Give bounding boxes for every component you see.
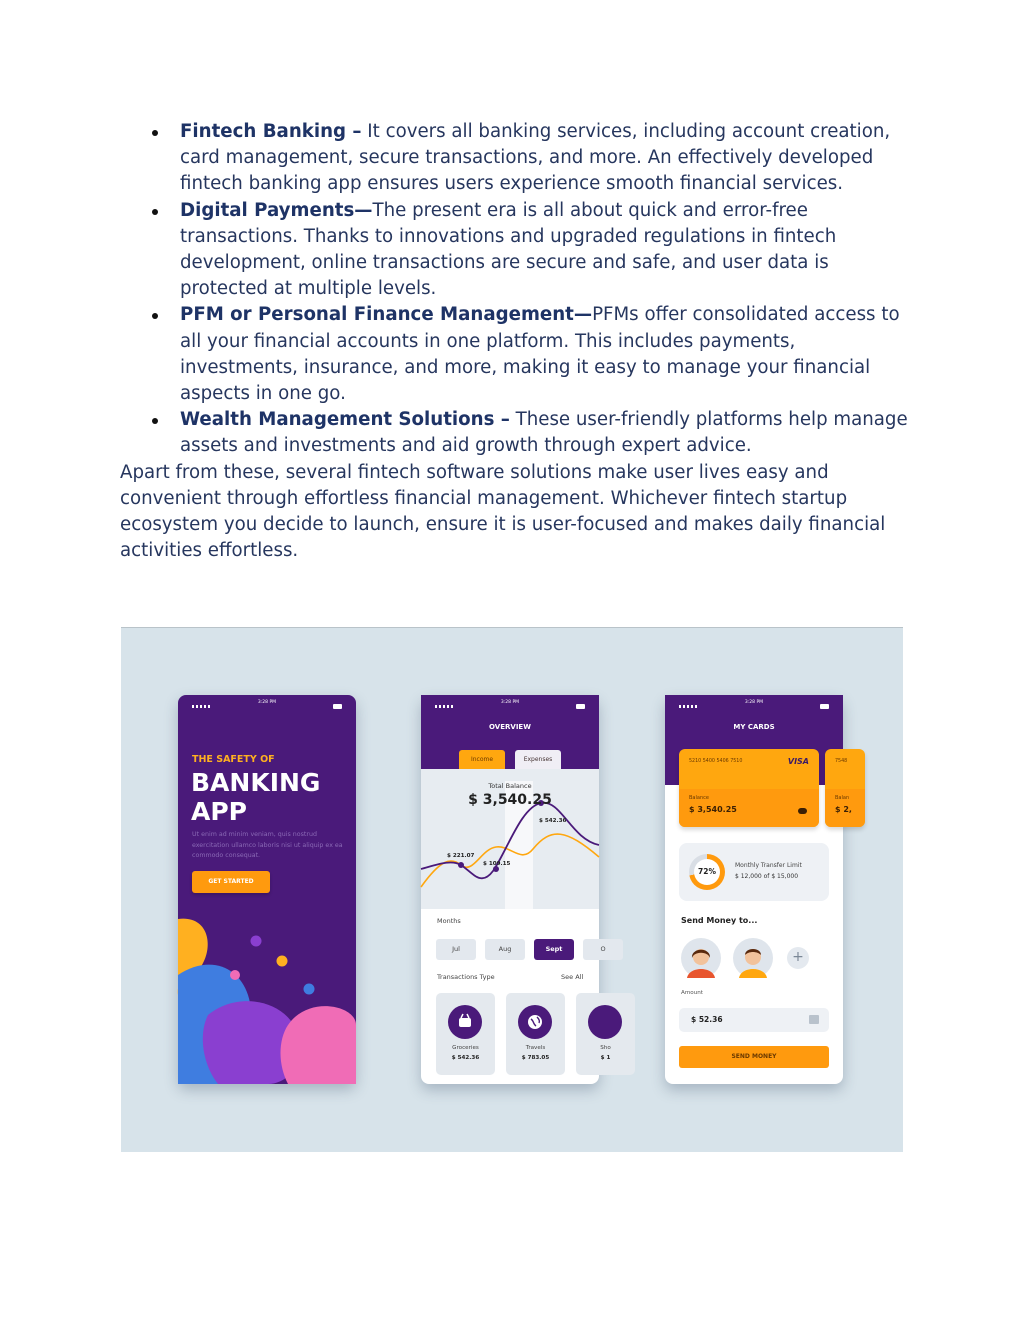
card-balance-label: Balan [835, 795, 850, 801]
category-name: Sho [600, 1045, 611, 1051]
yellow-dot [277, 956, 288, 967]
splash-eyebrow: THE SAFETY OF [192, 754, 275, 765]
list-item [120, 198, 910, 303]
pink-dot [230, 970, 240, 980]
total-balance-value: $ 3,540.25 [468, 792, 552, 808]
balance-chart-area [421, 769, 599, 909]
send-money-title: Send Money to... [681, 916, 758, 925]
category-amount: $ 542.36 [451, 1055, 480, 1061]
status-time: 3:28 PM [257, 700, 277, 705]
services-list [120, 119, 910, 460]
screen-title: OVERVIEW [489, 723, 531, 731]
calendar-icon[interactable] [809, 1015, 819, 1024]
basket-icon [448, 1005, 482, 1039]
get-started-button[interactable]: GET STARTED [192, 871, 270, 893]
list-item [120, 407, 910, 459]
month-pill-jul[interactable]: Jul [436, 939, 476, 960]
category-name: Groceries [452, 1045, 479, 1051]
tab-income[interactable]: Income [459, 750, 505, 770]
list-item-text: It covers all banking services, including account creation, card management, secure transactions, and more. An effectively developed fintech banking app ensures users experience smooth financial services. [180, 121, 891, 195]
month-pill-oct[interactable]: O [583, 939, 623, 960]
limit-percent: 72% [694, 859, 720, 885]
shopping-icon [588, 1005, 622, 1039]
bullet-dot-icon [152, 313, 158, 319]
category-card-travels[interactable] [506, 993, 565, 1075]
blue-dot [304, 984, 315, 995]
contact-avatar[interactable] [733, 938, 773, 978]
banking-app-mockup-figure [121, 627, 903, 1152]
category-amount: $ 783.05 [521, 1055, 550, 1061]
bank-card[interactable] [679, 749, 819, 827]
pink-blob [281, 1006, 357, 1084]
contact-avatar[interactable] [681, 938, 721, 978]
transfer-limit-panel [679, 843, 829, 901]
purple-dot [251, 936, 262, 947]
signal-icon [435, 705, 453, 708]
list-item-title: PFM or Personal Finance Management— [180, 304, 593, 326]
card-balance-value: $ 3,540.25 [689, 805, 737, 814]
status-bar [665, 695, 843, 717]
card-balance-value: $ 2, [835, 805, 852, 814]
card-number: 5210 5400 5406 7510 [689, 759, 743, 764]
headline-line-2: APP [191, 797, 247, 826]
amount-input[interactable] [679, 1008, 829, 1032]
list-item-text: These user-friendly platforms help manage assets and investments and aid growth through expert advice. [180, 409, 908, 457]
list-item-title: Fintech Banking – [180, 121, 362, 142]
amount-value: $ 52.36 [691, 1015, 723, 1024]
phone-splash-screen [178, 695, 356, 1084]
status-time: 3:28 PM [744, 700, 764, 705]
status-time: 3:28 PM [500, 700, 520, 705]
battery-icon [333, 704, 342, 709]
splash-description: Ut enim ad minim veniam, quis nostrud exercitation ullamco laboris nisi ut aliquip ex ea commodo consequat. [192, 831, 343, 859]
category-amount: $ 1 [600, 1055, 611, 1061]
card-balance-label: Balance [689, 795, 709, 801]
list-item-text: PFMs offer consolidated access to all your financial accounts in one platform. This includes payments, investments, insurance, and more, making it easy to manage your financial aspects in one go. [180, 304, 900, 405]
category-name: Travels [525, 1045, 546, 1051]
month-pill-aug[interactable]: Aug [485, 939, 525, 960]
phone-my-cards-screen [665, 695, 852, 1084]
limit-progress-ring [689, 854, 725, 890]
phone-overview-screen [421, 695, 611, 1084]
card-chip-icon [798, 808, 807, 814]
transactions-type-label: Transactions Type [437, 973, 495, 981]
summary-paragraph: Apart from these, several fintech software solutions make user lives easy and convenient through effortless financial management. Whichever fintech startup ecosystem you decide to launch, ensure it is user-focused and makes daily financial activities effortless. [120, 461, 886, 562]
limit-title: Monthly Transfer Limit [735, 862, 802, 869]
send-money-button[interactable]: SEND MONEY [679, 1046, 829, 1068]
status-bar [178, 695, 356, 717]
globe-icon [518, 1005, 552, 1039]
category-card-groceries[interactable] [436, 993, 495, 1075]
limit-value: $ 12,000 of $ 15,000 [735, 873, 799, 880]
month-pill-sept[interactable]: Sept [534, 939, 574, 960]
add-contact-icon[interactable]: + [787, 947, 809, 969]
total-balance-label: Total Balance [488, 782, 532, 790]
list-item [120, 302, 910, 407]
list-item [120, 119, 910, 198]
chart-point-label: $ 542.36 [539, 818, 567, 824]
abstract-blobs-illustration [178, 905, 356, 1084]
list-item-title: Digital Payments— [180, 199, 373, 221]
battery-icon [820, 704, 829, 709]
headline-line-1: BANKING [191, 768, 321, 797]
bullet-dot-icon [152, 130, 158, 136]
card-brand: VISA [787, 757, 809, 766]
balance-line-chart [421, 769, 599, 909]
list-item-text: The present era is all about quick and error-free transactions. Thanks to innovations and upgraded regulations in fintech development, online transactions are secure and safe, and user data is protected at multiple levels. [180, 199, 837, 300]
category-card-shopping[interactable] [576, 993, 635, 1075]
list-item-title: Wealth Management Solutions – [180, 409, 510, 431]
months-label: Months [437, 917, 461, 925]
bullet-dot-icon [152, 418, 158, 424]
chart-point [458, 862, 464, 868]
bank-card[interactable] [825, 749, 865, 827]
status-bar [421, 695, 599, 717]
document-body [120, 119, 910, 564]
signal-icon [192, 705, 210, 708]
see-all-link[interactable]: See All [561, 973, 584, 981]
tab-expenses[interactable]: Expenses [515, 750, 561, 770]
battery-icon [576, 704, 585, 709]
screen-title: MY CARDS [733, 723, 775, 731]
amount-label: Amount [681, 990, 703, 996]
bullet-dot-icon [152, 209, 158, 215]
signal-icon [679, 705, 697, 708]
chart-point-label: $ 109.15 [483, 861, 511, 867]
chart-point-label: $ 221.07 [447, 853, 475, 859]
splash-headline [191, 768, 320, 826]
card-number: 7548 [835, 759, 848, 764]
